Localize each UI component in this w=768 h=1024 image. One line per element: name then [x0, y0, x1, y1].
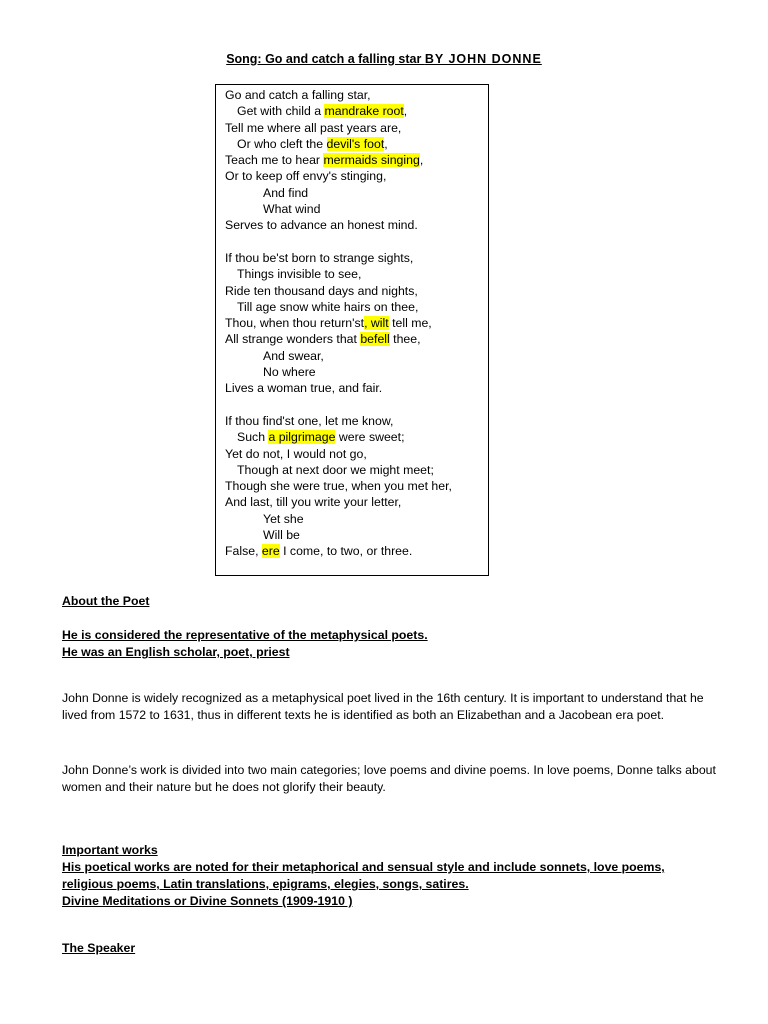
- poem-line: [225, 315, 452, 331]
- speaker-section: [62, 940, 722, 957]
- poem-line: Though at next door we might meet;: [237, 462, 434, 477]
- poem-line: Tell me where all past years are,: [225, 120, 402, 135]
- poem-line: Yet she: [263, 511, 304, 526]
- poem-line: [225, 152, 452, 168]
- document-title: [0, 52, 768, 66]
- poem-text-span: False,: [225, 544, 262, 559]
- poem-line: [225, 331, 452, 347]
- poem-line: Though she were true, when you met her,: [225, 479, 452, 494]
- poem-text: [225, 87, 452, 560]
- poem-text-span: Such: [237, 430, 269, 445]
- stanza-gap: [225, 234, 452, 250]
- poem-line: What wind: [263, 202, 321, 217]
- poem-line: If thou find'st one, let me know,: [225, 413, 394, 428]
- poem-line: Lives a woman true, and fair.: [225, 381, 383, 396]
- poem-line: Or to keep off envy's stinging,: [225, 169, 387, 184]
- poem-line: [225, 103, 452, 119]
- about-line-2: He was an English scholar, poet, priest: [62, 645, 290, 659]
- poem-line: [225, 136, 452, 152]
- spacer: [62, 610, 722, 627]
- poem-text-span: Teach me to hear: [225, 153, 324, 168]
- works-heading: Important works: [62, 843, 158, 857]
- works-section: [62, 842, 722, 910]
- about-section: [62, 593, 722, 661]
- poem-box: [215, 84, 489, 576]
- highlighted-word: a pilgrimage: [268, 430, 336, 445]
- highlighted-word: mandrake root: [324, 104, 404, 119]
- poem-line: [225, 429, 452, 445]
- poem-line: Yet do not, I would not go,: [225, 446, 367, 461]
- poem-line: Till age snow white hairs on thee,: [237, 299, 419, 314]
- poem-line: No where: [263, 365, 316, 380]
- poem-line: If thou be'st born to strange sights,: [225, 250, 414, 265]
- poem-text-span: Get with child a: [237, 104, 325, 119]
- highlighted-word: mermaids singing: [323, 153, 420, 168]
- speaker-heading: The Speaker: [62, 941, 136, 955]
- poem-text-span: ,: [403, 104, 408, 119]
- highlighted-word: befell: [360, 332, 390, 347]
- poem-text-span: Or who cleft the: [237, 136, 327, 151]
- poem-text-span: Thou, when thou return'st: [225, 316, 365, 331]
- poem-text-span: were sweet;: [335, 430, 405, 445]
- poem-line: And last, till you write your letter,: [225, 495, 402, 510]
- highlighted-word: devil's foot: [326, 136, 385, 151]
- poem-line: Go and catch a falling star,: [225, 88, 371, 102]
- poem-line: And find: [263, 185, 309, 200]
- poem-line: [225, 543, 452, 559]
- about-paragraph-2: John Donne’s work is divided into two main categories; love poems and divine poems. In love poems, Donne talks about women and their nature but he does not glorify their beauty.: [62, 763, 716, 794]
- title-main: Song: Go and catch a falling star: [226, 52, 425, 66]
- highlighted-word: ere: [261, 544, 280, 559]
- about-line-1: He is considered the representative of the metaphysical poets.: [62, 628, 428, 642]
- works-line-1: His poetical works are noted for their metaphorical and sensual style and include sonnets, love poems,: [62, 860, 665, 874]
- highlighted-word: , wilt: [364, 316, 389, 331]
- about-paragraph-1: John Donne is widely recognized as a metaphysical poet lived in the 16th century. It is important to understand that he lived from 1572 to 1631, thus in different texts he is identified as both an Elizabethan and a Jacobean era poet.: [62, 691, 704, 722]
- about-heading: About the Poet: [62, 594, 150, 608]
- poem-line: Things invisible to see,: [237, 267, 362, 282]
- poem-text-span: I come, to two, or three.: [279, 544, 413, 559]
- poem-text-span: All strange wonders that: [225, 332, 361, 347]
- works-line-2: religious poems, Latin translations, epigrams, elegies, songs, satires.: [62, 877, 469, 891]
- poem-line: Will be: [263, 528, 300, 543]
- poem-text-span: thee,: [389, 332, 421, 347]
- title-author: BY JOHN DONNE: [424, 52, 542, 66]
- poem-line: Ride ten thousand days and nights,: [225, 283, 418, 298]
- poem-line: Serves to advance an honest mind.: [225, 218, 418, 233]
- stanza-gap: [225, 397, 452, 413]
- poem-text-span: ,: [419, 153, 424, 168]
- poem-text-span: tell me,: [388, 316, 432, 331]
- poem-line: And swear,: [263, 348, 324, 363]
- works-line-3: Divine Meditations or Divine Sonnets (1909-1910 ): [62, 894, 353, 908]
- poem-text-span: ,: [384, 136, 388, 151]
